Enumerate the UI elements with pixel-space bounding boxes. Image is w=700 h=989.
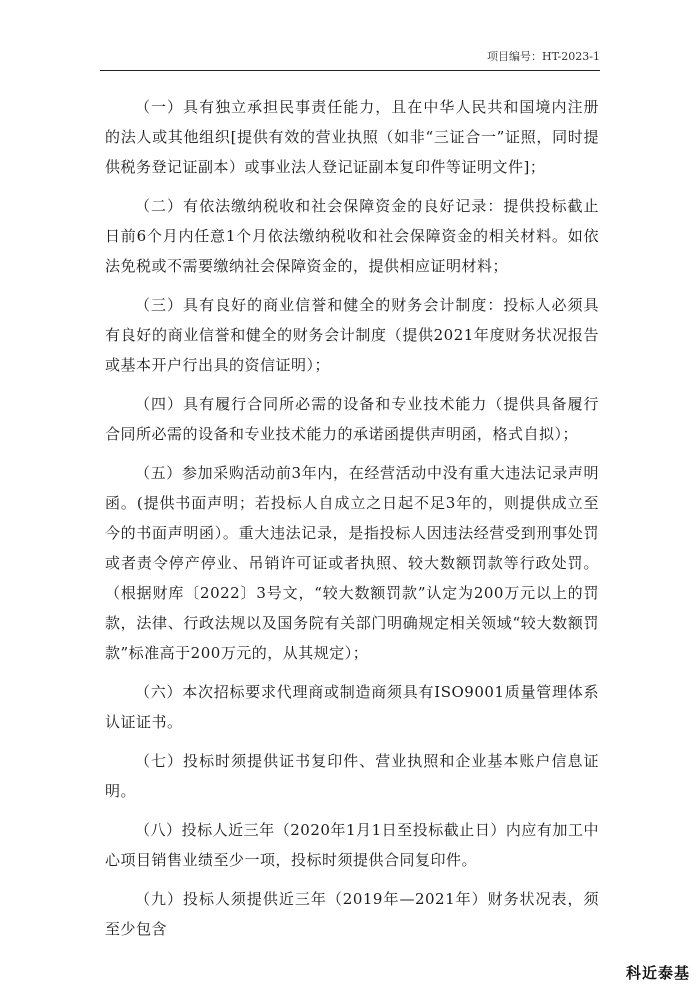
document-body bbox=[105, 92, 599, 944]
clause-6: （六）本次招标要求代理商或制造商须具有ISO9001质量管理体系认证证书。 bbox=[105, 683, 599, 731]
watermark-logo-text: 科近泰基 bbox=[625, 964, 690, 982]
project-number: 项目编号：HT-2023-1 bbox=[487, 50, 600, 63]
clause-7: （七）投标时须提供证书复印件、营业执照和企业基本账户信息证明。 bbox=[105, 752, 599, 800]
clause-3: （三）具有良好的商业信誉和健全的财务会计制度：投标人必须具有良好的商业信誉和健全的财务会计制度（提供2021年度财务状况报告或基本开户行出具的资信证明）； bbox=[105, 296, 599, 374]
clause-9: （九）投标人须提供近三年（2019年—2021年）财务状况表，须至少包含 bbox=[105, 890, 599, 938]
clause-8: （八）投标人近三年（2020年1月1日至投标截止日）内应有加工中心项目销售业绩至少一项，投标时须提供合同复印件。 bbox=[105, 821, 599, 869]
page-header bbox=[100, 48, 600, 71]
clause-4: （四）具有履行合同所必需的设备和专业技术能力（提供具备履行合同所必需的设备和专业技术能力的承诺函提供声明函，格式自拟）； bbox=[105, 395, 599, 443]
clause-5: （五）参加采购活动前3年内，在经营活动中没有重大违法记录声明函。(提供书面声明；若投标人自成立之日起不足3年的，则提供成立至今的书面声明函）。重大违法记录，是指投标人因违法经营受到刑事处罚或者责令停产停业、吊销许可证或者执照、较大数额罚款等行政处罚。（根据财库〔2022〕3号文，“较大数额罚款”认定为200万元以上的罚款，法律、行政法规以及国务院有关部门明确规定相关领域“较大数额罚款”标准高于200万元的，从其规定）； bbox=[105, 464, 599, 662]
clause-2: （二）有依法缴纳税收和社会保障资金的良好记录：提供投标截止日前6个月内任意1个月依法缴纳税收和社会保障资金的相关材料。如依法免税或不需要缴纳社会保障资金的，提供相应证明材料； bbox=[105, 197, 599, 275]
clause-1: （一）具有独立承担民事责任能力，且在中华人民共和国境内注册的法人或其他组织[提供有效的营业执照（如非“三证合一”证照，同时提供税务登记证副本）或事业法人登记证副本复印件等证明文件]； bbox=[105, 98, 599, 176]
